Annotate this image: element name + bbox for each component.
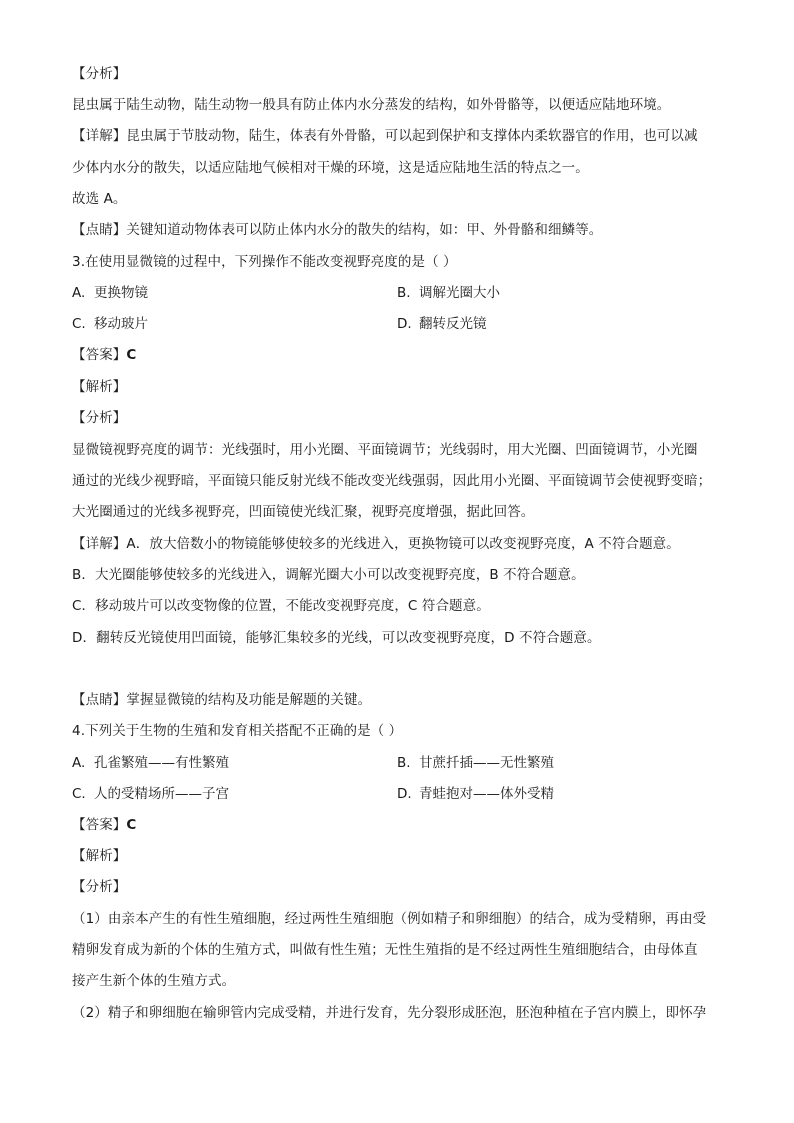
q2-tip-label: 【点睛】 — [72, 222, 127, 238]
q2-tip — [72, 220, 744, 240]
q3-detail-a-text: A．放大倍数小的物镜能够使较多的光线进入，更换物镜可以改变视野亮度，A 不符合题意。 — [126, 536, 680, 552]
q3-analysis-line1: 显微镜视野亮度的调节：光线强时，用小光圈、平面镜调节；光线弱时，用大光圈、凹面镜调节，小光圈 — [72, 442, 698, 458]
q2-detail-line2: 少体内水分的散失，以适应陆地气候相对干燥的环境，这是适应陆地生活的特点之一。 — [72, 160, 589, 176]
q4-p1-line2: 精卵发育成为新的个体的生殖方式，叫做有性生殖；无性生殖指的是不经过两性生殖细胞结合，由母体直 — [72, 942, 698, 958]
q3-option-c: C. 移动玻片 — [72, 316, 148, 332]
q4-p2-line1: （2）精子和卵细胞在输卵管内完成受精，并进行发育，先分裂形成胚泡，胚泡种植在子宫内膜上，即怀孕 — [72, 1005, 707, 1021]
q3-detail-b: B．大光圈能够使较多的光线进入，调解光圈大小可以改变视野亮度，B 不符合题意。 — [72, 567, 585, 583]
q3-option-b: B. 调解光圈大小 — [397, 285, 500, 301]
q3-option-a: A. 更换物镜 — [72, 285, 148, 301]
q3-tip-label: 【点睛】 — [72, 692, 127, 708]
q4-option-a: A. 孔雀繁殖——有性繁殖 — [72, 755, 229, 771]
q3-answer-value: C — [126, 347, 137, 363]
q4-p1-line1: （1）由亲本产生的有性生殖细胞，经过两性生殖细胞（例如精子和卵细胞）的结合，成为受精卵，再由受 — [72, 911, 707, 927]
q2-detail-line1: 昆虫属于节肢动物，陆生，体表有外骨骼，可以起到保护和支撑体内柔软器官的作用，也可以减 — [126, 128, 698, 144]
q4-options-row-2 — [72, 784, 752, 804]
q4-p1-line3: 接产生新个体的生殖方式。 — [72, 973, 236, 989]
q3-stem: 3.在使用显微镜的过程中，下列操作不能改变视野亮度的是（ ） — [72, 254, 457, 270]
q3-detail-a — [72, 534, 744, 554]
q3-options-row-1 — [72, 283, 752, 303]
q3-answer — [72, 345, 744, 365]
q4-option-c: C. 人的受精场所——子宫 — [72, 786, 229, 802]
q4-explain-label: 【解析】 — [72, 848, 127, 864]
q3-detail-c: C．移动玻片可以改变物像的位置，不能改变视野亮度，C 符合题意。 — [72, 598, 490, 614]
q2-detail-label: 【详解】 — [72, 128, 127, 144]
q4-answer — [72, 815, 744, 835]
q3-analysis-label: 【分析】 — [72, 410, 127, 426]
q3-options-row-2 — [72, 314, 752, 334]
q3-detail-d: D．翻转反光镜使用凹面镜，能够汇集较多的光线，可以改变视野亮度，D 不符合题意。 — [72, 630, 601, 646]
q4-option-d: D. 青蛙抱对——体外受精 — [397, 786, 554, 802]
q2-detail — [72, 126, 744, 146]
q4-analysis-label: 【分析】 — [72, 879, 127, 895]
q2-analysis-label: 【分析】 — [72, 66, 127, 82]
q4-option-b: B. 甘蔗扦插——无性繁殖 — [397, 755, 554, 771]
q3-option-d: D. 翻转反光镜 — [397, 316, 487, 332]
q2-choose: 故选 A。 — [72, 191, 127, 207]
q4-stem: 4.下列关于生物的生殖和发育相关搭配不正确的是（ ） — [72, 723, 403, 739]
q3-detail-label: 【详解】 — [72, 536, 127, 552]
q4-options-row-1 — [72, 753, 752, 773]
q3-analysis-line3: 大光圈通过的光线多视野亮，凹面镜使光线汇聚，视野亮度增强，据此回答。 — [72, 504, 535, 520]
q2-analysis-text: 昆虫属于陆生动物，陆生动物一般具有防止体内水分蒸发的结构，如外骨骼等，以便适应陆地环境。 — [72, 97, 671, 113]
q3-tip-text: 掌握显微镜的结构及功能是解题的关键。 — [126, 692, 372, 708]
q3-answer-label: 【答案】 — [72, 347, 127, 363]
q2-tip-text: 关键知道动物体表可以防止体内水分的散失的结构，如：甲、外骨骼和细鳞等。 — [126, 222, 603, 238]
q3-analysis-line2: 通过的光线少视野暗，平面镜只能反射光线不能改变光线强弱，因此用小光圈、平面镜调节会使视野变暗； — [72, 473, 712, 489]
q3-tip — [72, 690, 744, 710]
q4-answer-value: C — [126, 817, 137, 833]
q3-explain-label: 【解析】 — [72, 379, 127, 395]
q4-answer-label: 【答案】 — [72, 817, 127, 833]
